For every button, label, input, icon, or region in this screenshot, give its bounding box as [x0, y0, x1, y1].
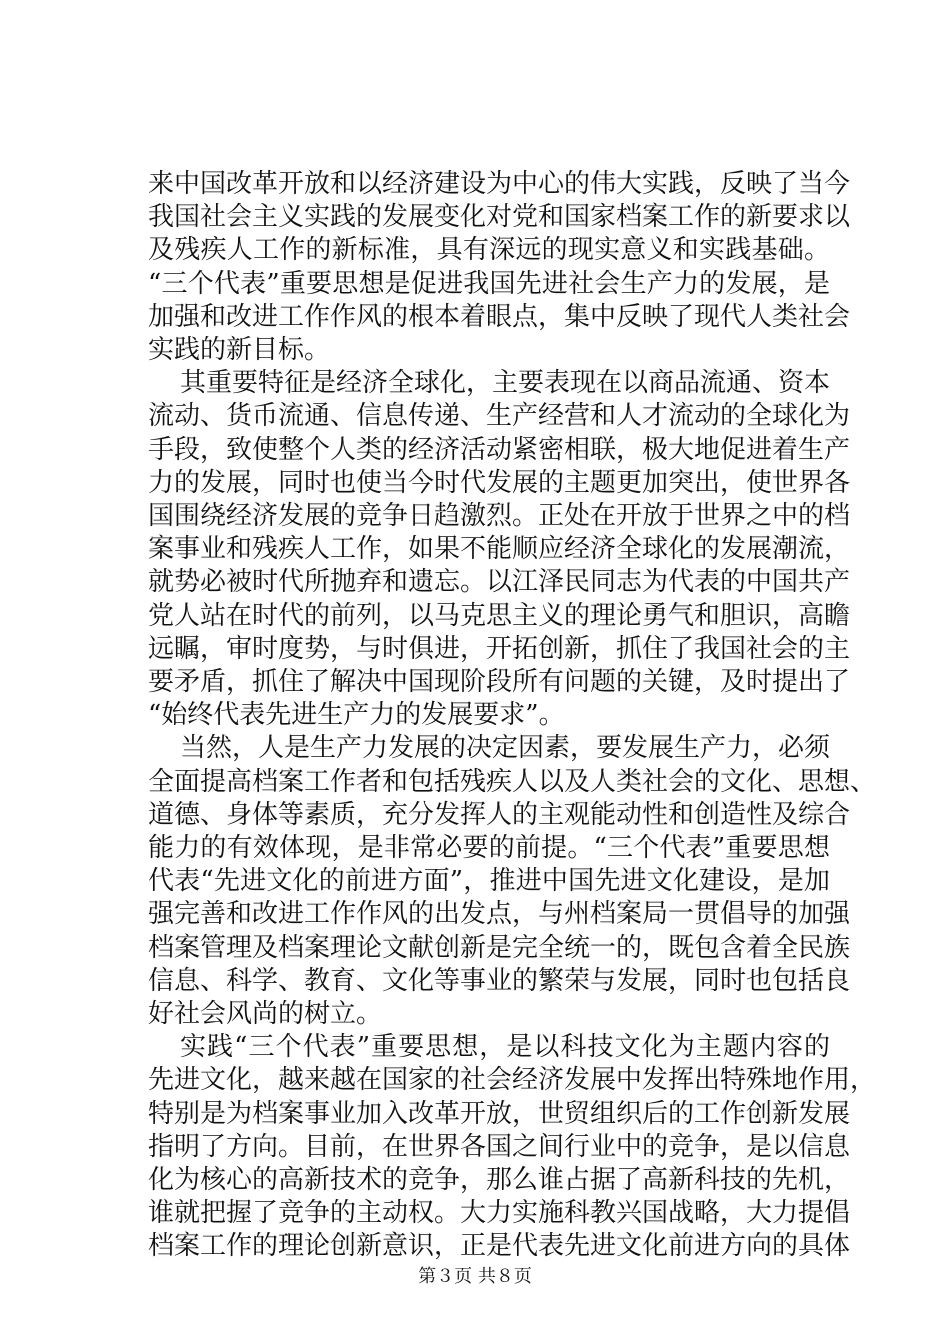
- text-line: 加强和改进工作作风的根本着眼点，集中反映了现代人类社会: [148, 301, 851, 332]
- text-line: 其重要特征是经济全球化，主要表现在以商品流通、资本: [180, 368, 831, 399]
- text-line: 特别是为档案事业加入改革开放，世贸组织后的工作创新发展: [148, 1098, 851, 1129]
- text-line: 要矛盾，抓住了解决中国现阶段所有问题的关键，及时提出了: [148, 667, 851, 697]
- text-line: 指明了方向。目前，在世界各国之间行业中的竞争，是以信息: [148, 1131, 851, 1162]
- text-line: 案事业和残疾人工作，如果不能顺应经济全球化的发展潮流，: [148, 534, 851, 565]
- text-line: 来中国改革开放和以经济建设为中心的伟大实践，反映了当今: [148, 169, 851, 199]
- text-line: 及残疾人工作的新标准，具有深远的现实意义和实践基础。: [148, 235, 830, 266]
- text-line: 实践“三个代表”重要思想，是以科技文化为主题内容的: [180, 1032, 830, 1063]
- text-line: 我国社会主义实践的发展变化对党和国家档案工作的新要求以: [148, 202, 851, 233]
- text-line: 档案工作的理论创新意识，正是代表先进文化前进方向的具体: [148, 1231, 851, 1262]
- text-line: 远瞩，审时度势，与时俱进，开拓创新，抓住了我国社会的主: [148, 633, 851, 664]
- text-line: “三个代表”重要思想是促进我国先进社会生产力的发展，是: [148, 268, 830, 299]
- text-line: 强完善和改进工作作风的出发点，与州档案局一贯倡导的加强: [148, 899, 851, 930]
- text-line: 道德、身体等素质，充分发挥人的主观能动性和创造性及综合: [148, 799, 851, 830]
- text-line: 流动、货币流通、信息传递、生产经营和人才流动的全球化为: [148, 401, 851, 432]
- text-line: 代表“先进文化的前进方面”，推进中国先进文化建设，是加: [148, 866, 830, 897]
- text-line: 档案管理及档案理论文献创新是完全统一的，既包含着全民族: [148, 932, 851, 963]
- page-footer: [0, 1264, 950, 1290]
- text-line: “始终代表先进生产力的发展要求”。: [148, 700, 565, 731]
- text-line: 好社会风尚的树立。: [148, 999, 383, 1029]
- text-line: 党人站在时代的前列，以马克思主义的理论勇气和胆识，高瞻: [148, 600, 851, 631]
- text-line: 就势必被时代所抛弃和遗忘。以江泽民同志为代表的中国共产: [148, 567, 851, 598]
- text-line: 力的发展，同时也使当今时代发展的主题更加突出，使世界各: [148, 467, 851, 498]
- text-line: 能力的有效体现，是非常必要的前提。“三个代表”重要思想: [148, 833, 830, 863]
- text-line: 实践的新目标。: [148, 335, 331, 365]
- text-line: 全面提高档案工作者和包括残疾人以及人类社会的文化、思想、: [148, 766, 877, 797]
- text-line: 化为核心的高新技术的竞争，那么谁占据了高新科技的先机，: [148, 1165, 851, 1195]
- text-line: 国围绕经济发展的竞争日趋激烈。正处在开放于世界之中的档: [148, 501, 851, 531]
- page-number: 第３页 共８页: [418, 1266, 532, 1287]
- text-line: 谁就把握了竞争的主动权。大力实施科教兴国战略，大力提倡: [148, 1198, 851, 1229]
- text-line: 信息、科学、教育、文化等事业的繁荣与发展，同时也包括良: [148, 965, 851, 996]
- text-line: 先进文化，越来越在国家的社会经济发展中发挥出特殊地作用，: [148, 1065, 877, 1096]
- text-line: 手段，致使整个人类的经济活动紧密相联，极大地促进着生产: [148, 434, 851, 465]
- text-line: 当然，人是生产力发展的决定因素，要发展生产力，必须: [180, 733, 831, 764]
